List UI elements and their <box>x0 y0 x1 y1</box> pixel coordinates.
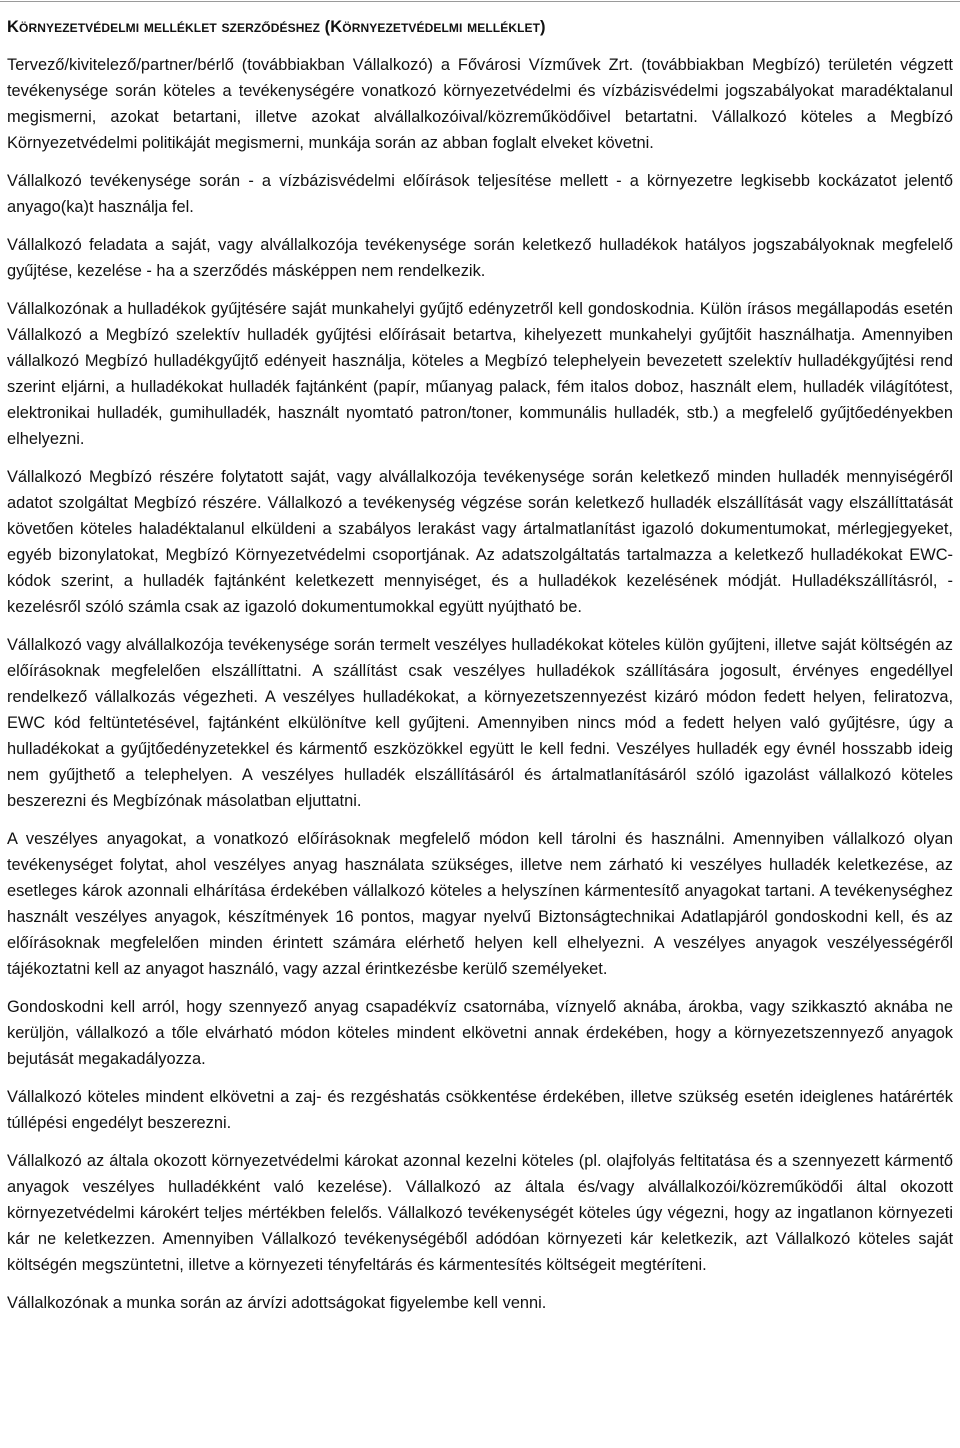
paragraph-1: Tervező/kivitelező/partner/bérlő (továbbiakban Vállalkozó) a Fővárosi Vízművek Zrt. (továbbiakban Megbízó) területén végzett tevékenysége során köteles a tevékenységére vonatkozó környezetvédelmi és vízbázisvédelmi jogszabályokat maradéktalanul megismerni, azokat betartani, illetve azokat alvállalkozóival/közreműködőivel betartatni. Vállalkozó köteles a Megbízó Környezetvédelmi politikáját megismerni, munkája során az abban foglalt elveket követni. <box>7 56 953 152</box>
paragraph-5: Vállalkozó Megbízó részére folytatott saját, vagy alvállalkozója tevékenysége során keletkező minden hulladék mennyiségéről adatot szolgáltat Megbízó részére. Vállalkozó a tevékenység végzése során keletkező hulladék elszállítását vagy elszállíttatását követően köteles haladéktalanul elküldeni a szabályos lerakást vagy ártalmatlanítást igazoló dokumentumokat, mérlegjegyeket, egyéb bizonylatokat, Megbízó Környezetvédelmi csoportjának. Az adatszolgáltatás tartalmazza a keletkező hulladékokat EWC-kódok szerint, a hulladék fajtánként keletkezett mennyiséget, és a hulladékok kezelésének módját. Hulladékszállításról, -kezelésről szóló számla csak az igazoló dokumentumokkal együtt nyújtható be. <box>7 468 953 616</box>
paragraph-10: Vállalkozó az általa okozott környezetvédelmi károkat azonnal kezelni köteles (pl. olajfolyás feltitatása és a szennyezett kármentő anyagok veszélyes hulladékként való kezelése). Vállalkozó az általa és/vagy alvállalkozói/közreműködői által okozott környezetvédelmi károkért teljes mértékben felelős. Vállalkozó tevékenységét köteles úgy végezni, hogy az ingatlanon környezeti kár ne keletkezzen. Amennyiben Vállalkozó tevékenységéből adódóan környezeti kár keletkezik, azt Vállalkozó köteles saját költségén megszüntetni, illetve a környezeti tényfeltárás és kármentesítés költségeit megtéríteni. <box>7 1152 953 1274</box>
document-title <box>7 15 546 39</box>
title-text: Környezetvédelmi melléklet szerződéshez (Környezetvédelmi melléklet) <box>7 18 546 36</box>
document-body <box>7 52 953 1328</box>
top-divider <box>0 1 960 2</box>
paragraph-11: Vállalkozónak a munka során az árvízi adottságokat figyelembe kell venni. <box>7 1294 547 1312</box>
paragraph-6: Vállalkozó vagy alvállalkozója tevékenysége során termelt veszélyes hulladékokat köteles külön gyűjteni, illetve saját költségén az előírásoknak megfelelően elszállíttatni. A szállítást csak veszélyes hulladékok szállítására jogosult, érvényes engedéllyel rendelkező vállalkozás végezheti. A veszélyes hulladékokat, a környezetszennyezést kizáró módon fedett helyen, feliratozva, EWC kód feltüntetésével, fajtánként elkülönítve kell gyűjteni. Amennyiben nincs mód a fedett helyen való gyűjtésre, úgy a hulladékokat a gyűjtőedényzetekkel és kármentő eszközökkel együtt le kell fedni. Veszélyes hulladék egy évnél hosszabb ideig nem gyűjthető a telephelyen. A veszélyes hulladék elszállításáról és ártalmatlanításáról szóló igazolást vállalkozó köteles beszerezni és Megbízónak másolatban eljuttatni. <box>7 636 953 810</box>
paragraph-9: Vállalkozó köteles mindent elkövetni a zaj- és rezgéshatás csökkentése érdekében, illetve szükség esetén ideiglenes határérték túllépési engedélyt beszerezni. <box>7 1088 953 1132</box>
paragraph-3: Vállalkozó feladata a saját, vagy alvállalkozója tevékenysége során keletkező hulladékok hatályos jogszabályoknak megfelelő gyűjtése, kezelése - ha a szerződés másképpen nem rendelkezik. <box>7 236 953 280</box>
paragraph-7: A veszélyes anyagokat, a vonatkozó előírásoknak megfelelő módon kell tárolni és használni. Amennyiben vállalkozó olyan tevékenységet folytat, ahol veszélyes anyag használata szükséges, illetve nem zárható ki veszélyes hulladék keletkezése, az esetleges károk azonnali elhárítása érdekében vállalkozó köteles a helyszínen kármentesítő anyagokat tartani. A tevékenységhez használt veszélyes anyagok, készítmények 16 pontos, magyar nyelvű Biztonságtechnikai Adatlapjáról gondoskodni kell, és az előírásoknak megfelelően minden érintett számára elérhető helyen kell elhelyezni. A veszélyes anyagok veszélyességéről tájékoztatni kell az anyagot használó, vagy azzal érintkezésbe kerülő személyeket. <box>7 830 953 978</box>
paragraph-4: Vállalkozónak a hulladékok gyűjtésére saját munkahelyi gyűjtő edényzetről kell gondoskodnia. Külön írásos megállapodás esetén Vállalkozó a Megbízó szelektív hulladék gyűjtési előírásait betartva, kihelyezett munkahelyi gyűjtőit használhatja. Amennyiben vállalkozó Megbízó hulladékgyűjtő edényeit használja, köteles a Megbízó telephelyein bevezetett szelektív hulladékgyűjtési rend szerint eljárni, a hulladékokat hulladék fajtánként (papír, műanyag palack, fém italos doboz, használt elem, hulladék világítótest, elektronikai hulladék, gumihulladék, használt nyomtató patron/toner, kommunális hulladék, stb.) a megfelelő gyűjtőedényekben elhelyezni. <box>7 300 953 448</box>
paragraph-2: Vállalkozó tevékenysége során - a vízbázisvédelmi előírások teljesítése mellett - a környezetre legkisebb kockázatot jelentő anyago(ka)t használja fel. <box>7 172 953 216</box>
paragraph-8: Gondoskodni kell arról, hogy szennyező anyag csapadékvíz csatornába, víznyelő aknába, árokba, vagy szikkasztó aknába ne kerüljön, vállalkozó a tőle elvárható módon köteles mindent elkövetni annak érdekében, hogy a környezetszennyező anyagok bejutását megakadályozza. <box>7 998 953 1068</box>
